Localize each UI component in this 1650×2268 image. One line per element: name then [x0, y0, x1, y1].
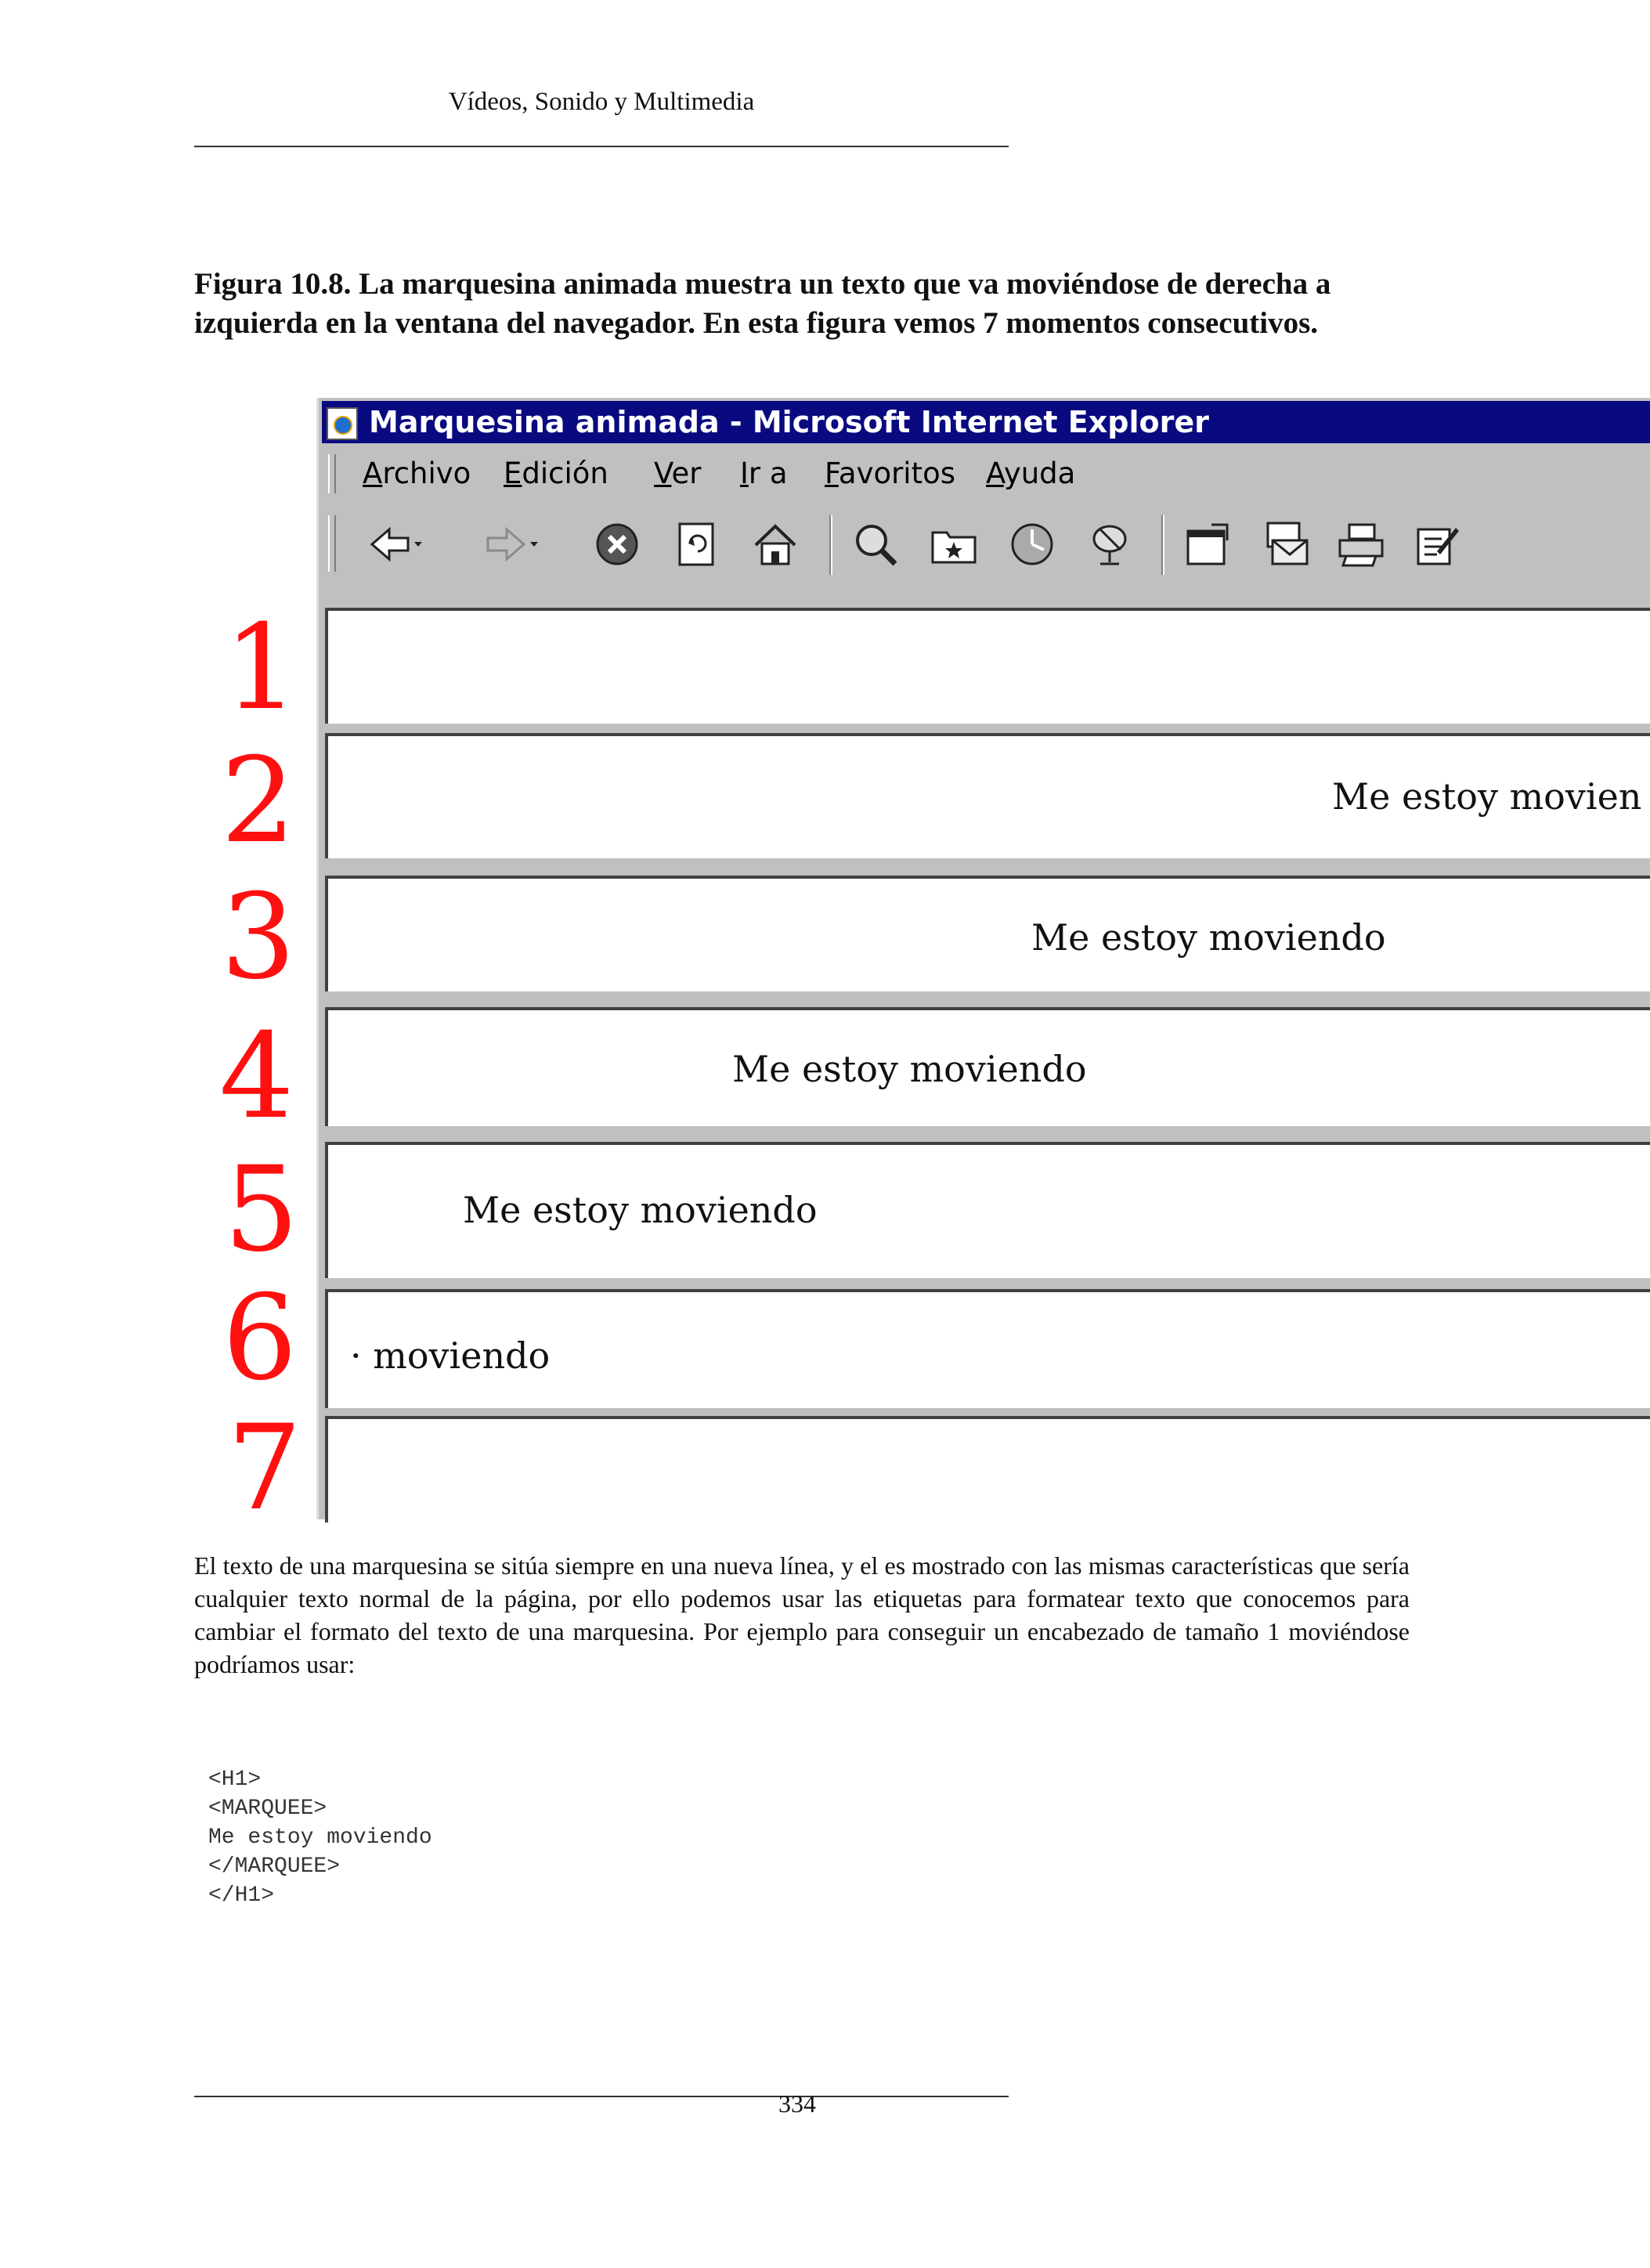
menu-archivo[interactable]: Archivo	[363, 457, 471, 490]
frame-number-2: 2	[221, 733, 296, 869]
frame-number-4: 4	[219, 1009, 294, 1145]
code-line: <H1>	[208, 1768, 262, 1792]
frame-number-6: 6	[222, 1270, 298, 1407]
favorites-icon[interactable]	[930, 520, 978, 569]
code-block	[208, 1765, 432, 1910]
ie-window	[316, 398, 1650, 1519]
channels-icon[interactable]	[1086, 520, 1135, 569]
code-line: </H1>	[208, 1883, 275, 1908]
marquee-text-6: · moviendo	[350, 1334, 551, 1377]
menu-ayuda[interactable]: Ayuda	[986, 457, 1076, 490]
refresh-icon[interactable]	[673, 520, 721, 569]
menu-edicion[interactable]: Edición	[504, 457, 608, 490]
marquee-text-5: Me estoy moviendo	[463, 1189, 818, 1231]
marquee-frame-1	[325, 608, 1650, 724]
figure-caption: Figura 10.8. La marquesina animada muestra un texto que va moviéndose de derecha a izquierda en la ventana del navegador. En esta figura vemos 7 momentos consecutivos.	[194, 267, 1331, 340]
stop-icon[interactable]	[593, 520, 641, 569]
history-icon[interactable]	[1008, 520, 1056, 569]
toolbar	[322, 507, 1650, 580]
frame-number-5: 5	[224, 1142, 299, 1278]
marquee-text-2: Me estoy movien	[1332, 775, 1642, 818]
menu-favoritos[interactable]: Favoritos	[825, 457, 956, 490]
marquee-text-4: Me estoy moviendo	[732, 1048, 1087, 1090]
menubar-grip	[328, 454, 336, 493]
window-title: Marquesina animada - Microsoft Internet Explorer	[369, 405, 1209, 439]
toolbar-separator	[1161, 515, 1164, 575]
menu-ver[interactable]: Ver	[654, 457, 702, 490]
ie-logo-icon	[327, 407, 358, 440]
header-rule	[194, 146, 1009, 147]
figure-marquee-screenshot	[316, 398, 1642, 1519]
frame-number-7: 7	[227, 1400, 302, 1537]
window-titlebar	[322, 401, 1650, 443]
marquee-frame-2	[325, 733, 1650, 858]
home-icon[interactable]	[751, 520, 800, 569]
body-paragraph: El texto de una marquesina se sitúa siempre en una nueva línea, y el es mostrado con las mismas características que sería cualquier texto normal de la página, por ello podemos usar las etiquetas para formatear texto que conocemos para cambiar el formato del texto de una marquesina. Por ejemplo para conseguir un encabezado de tamaño 1 moviéndose podríamos usar:	[194, 1551, 1410, 1678]
marquee-frame-3	[325, 876, 1650, 991]
code-line: Me estoy moviendo	[208, 1826, 432, 1850]
mail-icon[interactable]	[1262, 520, 1310, 569]
toolbar-grip	[328, 515, 336, 572]
marquee-frame-6	[325, 1289, 1650, 1408]
code-line: <MARQUEE>	[208, 1797, 327, 1821]
forward-arrow-icon[interactable]	[485, 520, 540, 569]
menu-ir-a[interactable]: Ir a	[740, 457, 788, 490]
edit-icon[interactable]	[1414, 520, 1462, 569]
menu-bar	[322, 448, 1650, 500]
marquee-frame-4	[325, 1007, 1650, 1126]
frame-number-3: 3	[221, 869, 296, 1006]
code-line: </MARQUEE>	[208, 1854, 341, 1879]
back-arrow-icon[interactable]	[369, 520, 424, 569]
marquee-frame-7	[325, 1416, 1650, 1522]
search-icon[interactable]	[851, 520, 900, 569]
marquee-text-3: Me estoy moviendo	[1031, 916, 1386, 959]
fullscreen-icon[interactable]	[1183, 520, 1232, 569]
toolbar-separator	[829, 515, 832, 575]
print-icon[interactable]	[1337, 520, 1385, 569]
page-number: 334	[778, 2089, 816, 2118]
frame-number-1: 1	[224, 600, 299, 736]
marquee-frame-5	[325, 1142, 1650, 1278]
running-header: Vídeos, Sonido y Multimedia	[448, 88, 755, 116]
